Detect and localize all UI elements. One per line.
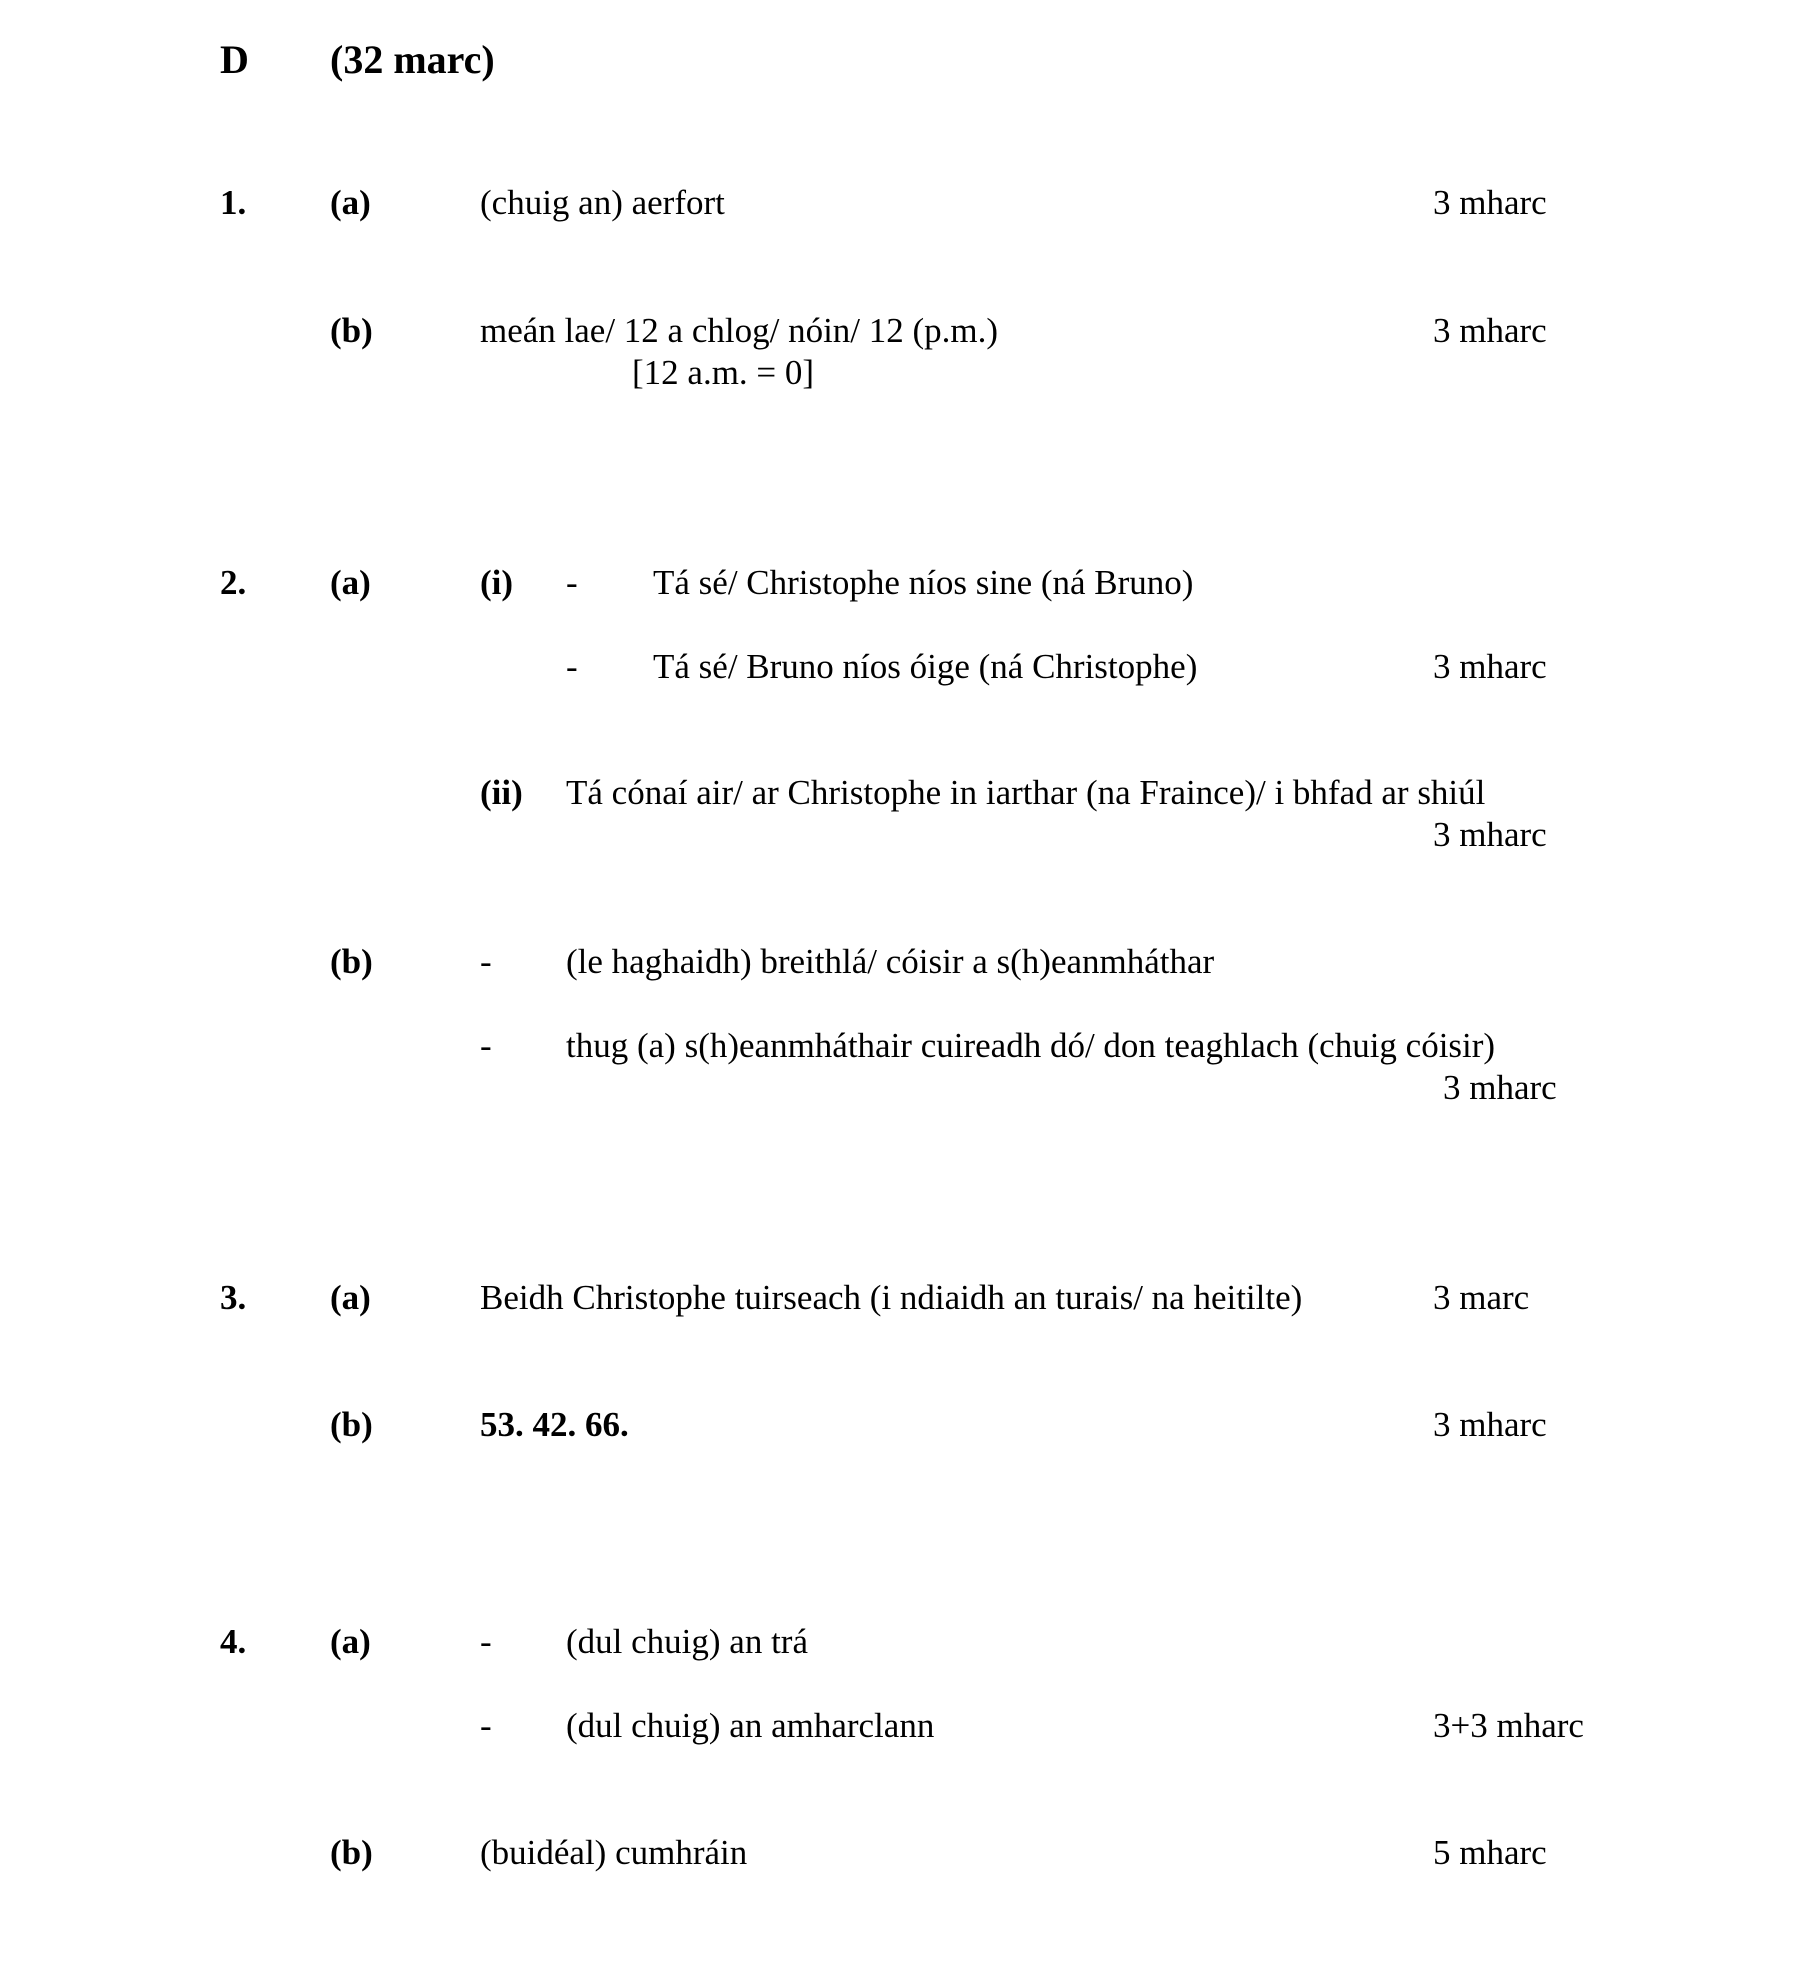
answer-text: 53. 42. 66. — [480, 1405, 629, 1444]
bullet-dash: - — [480, 942, 492, 981]
part-label: (b) — [330, 1833, 373, 1872]
marks-value: 3 mharc — [1433, 815, 1547, 854]
marks-value: 3 marc — [1433, 1278, 1530, 1317]
bullet-dash: - — [480, 1706, 492, 1745]
answer-text: (buidéal) cumhráin — [480, 1833, 748, 1872]
answer-text: (dul chuig) an amharclann — [566, 1706, 935, 1745]
section-letter: D — [220, 37, 249, 82]
marks-value: 3 mharc — [1433, 647, 1547, 686]
section-marks: (32 marc) — [330, 37, 495, 82]
marks-value: 3+3 mharc — [1433, 1706, 1584, 1745]
answer-text: Tá sé/ Christophe níos sine (ná Bruno) — [653, 563, 1194, 602]
part-label: (b) — [330, 1405, 373, 1444]
answer-text: (dul chuig) an trá — [566, 1622, 808, 1661]
marks-value: 5 mharc — [1433, 1833, 1547, 1872]
answer-text: meán lae/ 12 a chlog/ nóin/ 12 (p.m.) — [480, 311, 999, 350]
answer-note: [12 a.m. = 0] — [632, 353, 815, 392]
question-number: 2. — [220, 563, 247, 602]
question-number: 3. — [220, 1278, 247, 1317]
part-label: (a) — [330, 1278, 371, 1317]
part-label: (a) — [330, 183, 371, 222]
marks-value: 3 mharc — [1433, 183, 1547, 222]
bullet-dash: - — [566, 647, 578, 686]
marks-value: 3 mharc — [1443, 1068, 1557, 1107]
answer-text: (chuig an) aerfort — [480, 183, 725, 222]
answer-text: Tá sé/ Bruno níos óige (ná Christophe) — [653, 647, 1198, 686]
answer-text: Beidh Christophe tuirseach (i ndiaidh an turais/ na heitilte) — [480, 1278, 1303, 1317]
answer-text: (le haghaidh) breithlá/ cóisir a s(h)eanmháthar — [566, 942, 1215, 981]
marks-value: 3 mharc — [1433, 311, 1547, 350]
bullet-dash: - — [480, 1026, 492, 1065]
part-label: (b) — [330, 311, 373, 350]
answer-text: thug (a) s(h)eanmháthair cuireadh dó/ don teaghlach (chuig cóisir) — [566, 1026, 1496, 1065]
subpart-label: (ii) — [480, 773, 523, 812]
question-number: 1. — [220, 183, 247, 222]
marks-value: 3 mharc — [1433, 1405, 1547, 1444]
subpart-label: (i) — [480, 563, 514, 602]
bullet-dash: - — [566, 563, 578, 602]
part-label: (b) — [330, 942, 373, 981]
bullet-dash: - — [480, 1622, 492, 1661]
answer-text: Tá cónaí air/ ar Christophe in iarthar (na Fraince)/ i bhfad ar shiúl — [566, 773, 1486, 812]
part-label: (a) — [330, 563, 371, 602]
question-number: 4. — [220, 1622, 247, 1661]
part-label: (a) — [330, 1622, 371, 1661]
